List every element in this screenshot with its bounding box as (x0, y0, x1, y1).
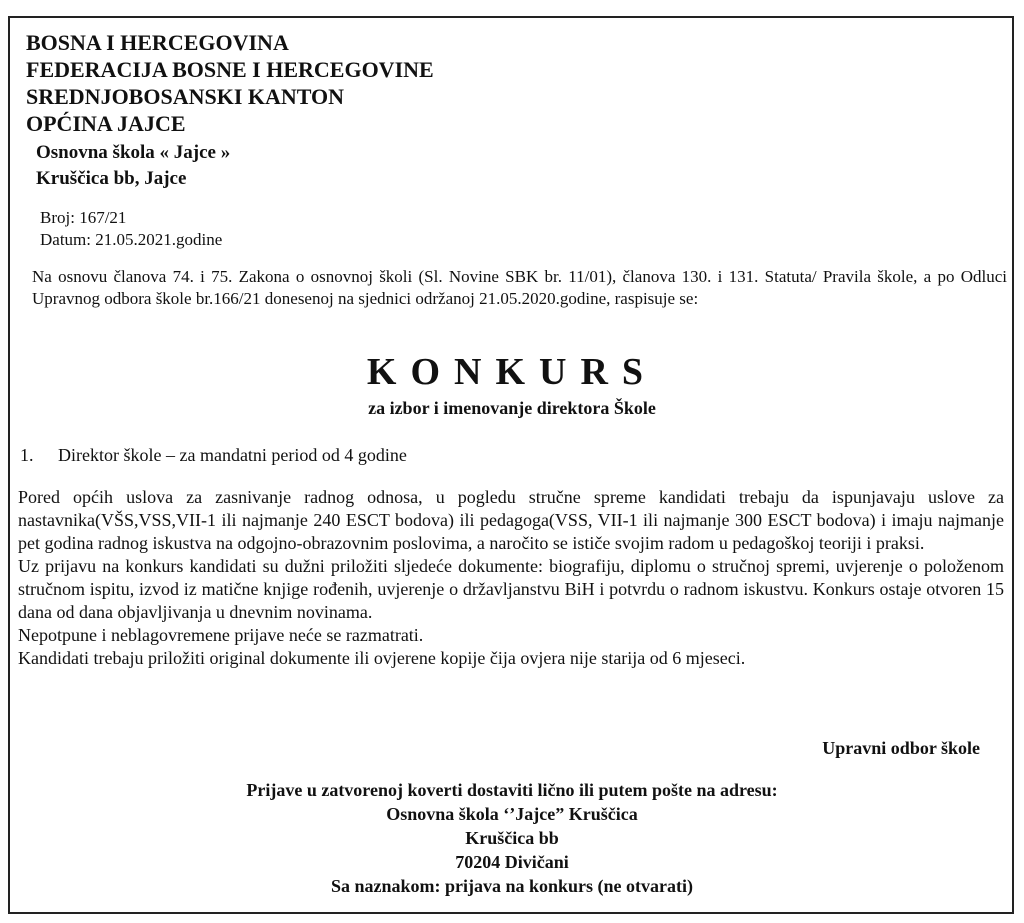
header-canton: SREDNJOBOSANSKI KANTON (26, 84, 345, 109)
position-number: 1. (20, 445, 34, 465)
body-paragraph-requirements: Pored općih uslova za zasnivanje radnog odnosa, u pogledu stručne spreme kandidati trebaju da ispunjavaju uslove za nastavnika(VŠS,VSS,VII-1 ili najmanje 240 ESCT bodova) ili pedagoga(VSS, VII-1 ili najmanje 300 ESCT bodova) i imaju najmanje pet godina radnog iskustva na odgojno-obrazovnim poslovima, a naročito se ističe svojim radom u pedagoškoj teoriji i praksi. (18, 487, 1004, 553)
intro-paragraph: Na osnovu članova 74. i 75. Zakona o osnovnoj školi (Sl. Novine SBK br. 11/01), članova 130. i 131. Statuta/ Pravila škole, a po Odluci Upravnog odbora škole br.166/21 donesenoj na sjednici održanoj 21.05.2020.godine, raspisuje se: (32, 267, 1007, 308)
address-school: Osnovna škola ‘’Jajce” Kruščica (386, 804, 638, 824)
header-address: Kruščica bb, Jajce (36, 168, 187, 189)
signature: Upravni odbor škole (822, 738, 980, 758)
address-note: Sa naznakom: prijava na konkurs (ne otvarati) (330, 876, 694, 896)
document-subtitle: za izbor i imenovanje direktora Škole (368, 398, 656, 418)
header-country: BOSNA I HERCEGOVINA (26, 30, 289, 55)
body-paragraph-documents: Uz prijavu na konkurs kandidati su dužni priložiti sljedeće dokumente: biografiju, diplomu o stručnoj spremi, uvjerenje o položenom stručnom ispitu, izvod iz matične knjige rođenih, uvjerenje o državljanstvu BiH i potvrdu o radnom iskustvu. Konkurs ostaje otvoren 15 dana od dana objavljivanja u dnevnim novinama. (18, 556, 1004, 622)
position-text: Direktor škole – za mandatni period od 4 godine (58, 445, 407, 465)
header-school: Osnovna škola « Jajce » (36, 142, 231, 163)
address-instruction: Prijave u zatvorenoj koverti dostaviti lično ili putem pošte na adresu: (246, 780, 778, 800)
position-item (20, 445, 407, 466)
document-title: KONKURS (366, 351, 658, 393)
body-paragraph-incomplete: Nepotpune i neblagovremene prijave neće se razmatrati. (18, 625, 424, 645)
address-block (0, 778, 1024, 898)
header-federation: FEDERACIJA BOSNE I HERCEGOVINE (26, 57, 434, 82)
document-date: Datum: 21.05.2021.godine (40, 230, 223, 249)
header-municipality: OPĆINA JAJCE (26, 111, 186, 136)
address-postal: 70204 Divičani (455, 852, 569, 872)
body-text (18, 486, 1004, 670)
body-paragraph-originals: Kandidati trebaju priložiti original dokumente ili ovjerene kopije čija ovjera nije starija od 6 mjeseci. (18, 648, 746, 668)
address-street: Kruščica bb (465, 828, 559, 848)
document-number: Broj: 167/21 (40, 208, 127, 227)
